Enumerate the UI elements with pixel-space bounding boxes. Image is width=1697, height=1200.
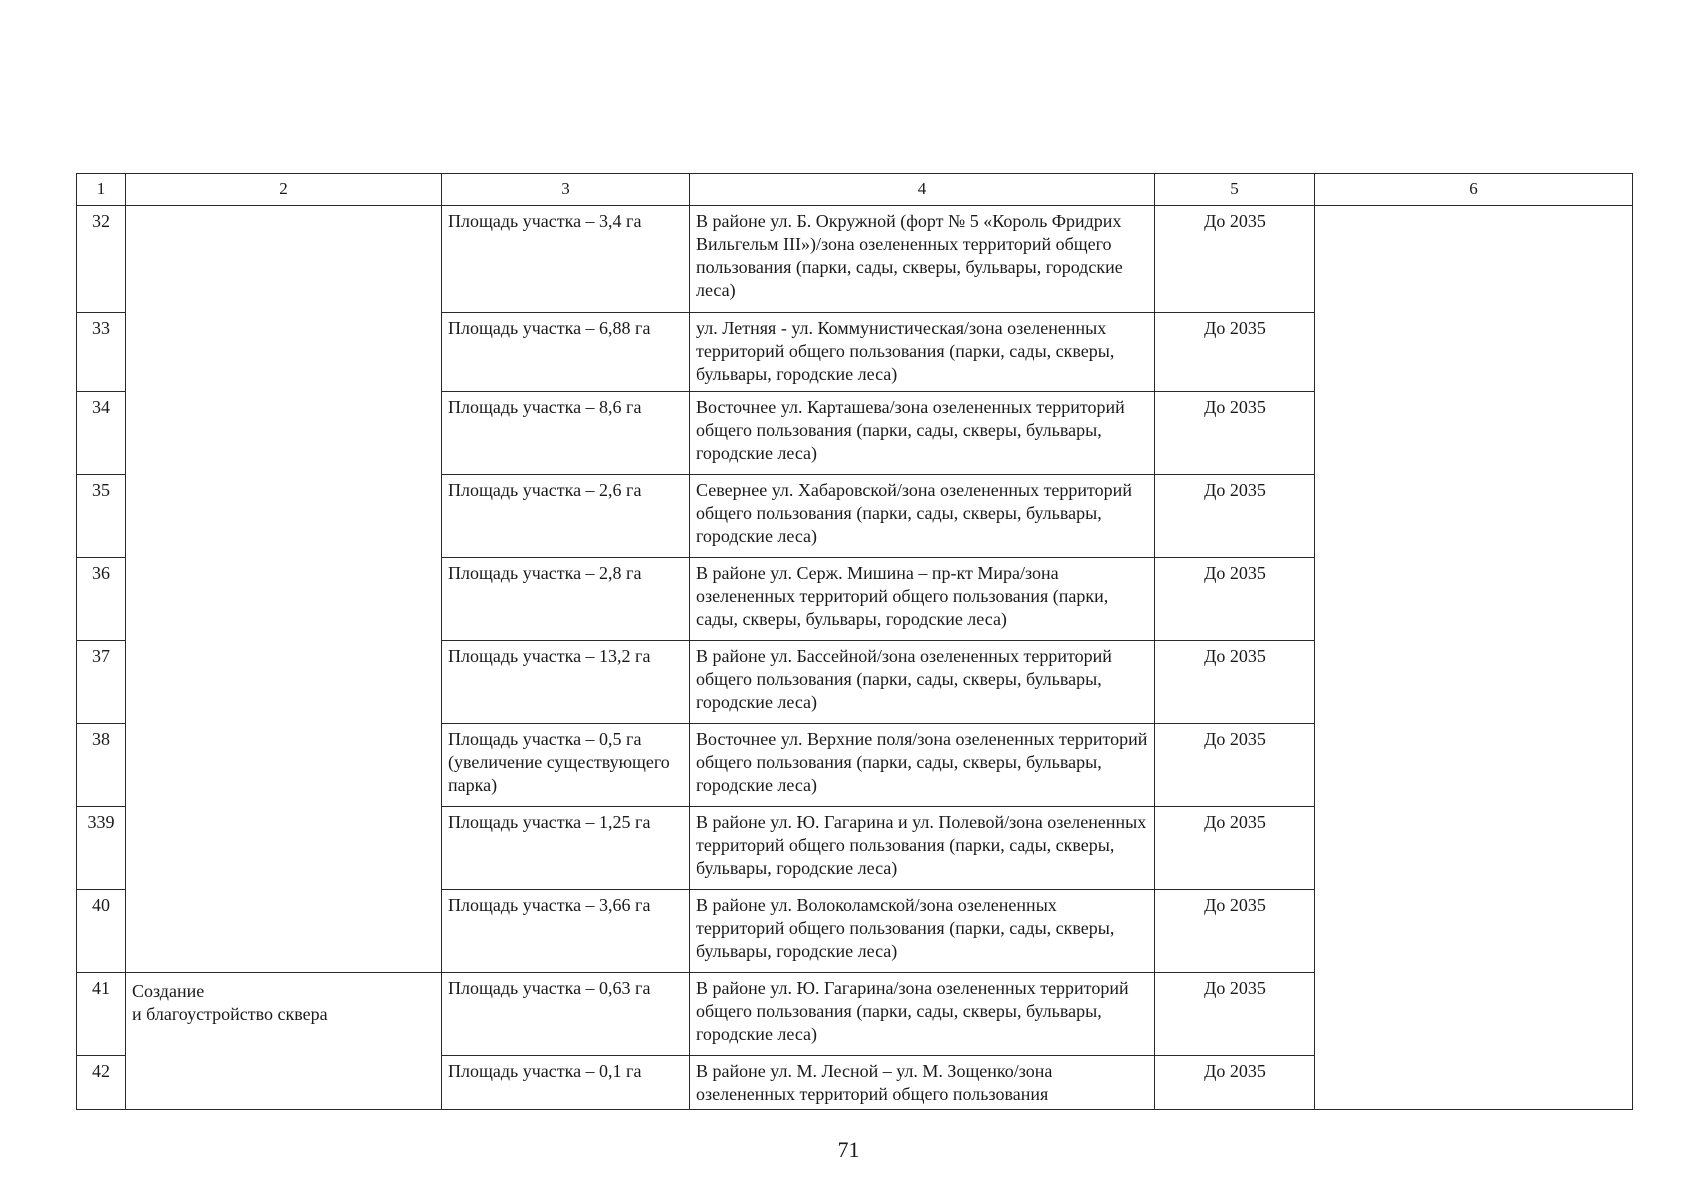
location-cell: В районе ул. Волоколамской/зона озелененных территорий общего пользования (парки, сады, скверы, бульвары, городские леса)	[690, 890, 1155, 973]
location-cell: В районе ул. Ю. Гагарина/зона озелененных территорий общего пользования (парки, сады, скверы, бульвары, городские леса)	[690, 973, 1155, 1056]
column-header-2: 2	[126, 174, 442, 206]
object-name-text: Создание и благоустройство сквера	[132, 981, 328, 1024]
row-number: 33	[77, 313, 126, 392]
row-number: 35	[77, 475, 126, 558]
page-number: 71	[837, 1137, 860, 1162]
row-number: 34	[77, 392, 126, 475]
deadline-cell: До 2035	[1155, 890, 1315, 973]
object-name-cell-empty	[126, 206, 442, 973]
row-number: 41	[77, 973, 126, 1056]
area-cell: Площадь участка – 0,5 га (увеличение существующего парка)	[442, 724, 690, 807]
location-cell: Восточнее ул. Карташева/зона озелененных территорий общего пользования (парки, сады, скверы, бульвары, городские леса)	[690, 392, 1155, 475]
deadline-cell: До 2035	[1155, 392, 1315, 475]
header-row	[77, 174, 1633, 206]
table-row	[77, 206, 1633, 313]
location-cell: Восточнее ул. Верхние поля/зона озелененных территорий общего пользования (парки, сады, скверы, бульвары, городские леса)	[690, 724, 1155, 807]
area-cell: Площадь участка – 0,63 га	[442, 973, 690, 1056]
area-cell: Площадь участка – 6,88 га	[442, 313, 690, 392]
deadline-cell: До 2035	[1155, 1056, 1315, 1110]
column-header-5: 5	[1155, 174, 1315, 206]
area-cell: Площадь участка – 2,6 га	[442, 475, 690, 558]
deadline-cell: До 2035	[1155, 558, 1315, 641]
row-number: 37	[77, 641, 126, 724]
row-number: 42	[77, 1056, 126, 1110]
deadline-cell: До 2035	[1155, 206, 1315, 313]
deadline-cell: До 2035	[1155, 973, 1315, 1056]
area-cell: Площадь участка – 0,1 га	[442, 1056, 690, 1110]
area-cell: Площадь участка – 2,8 га	[442, 558, 690, 641]
document-table	[76, 173, 1633, 1110]
row-number: 339	[77, 807, 126, 890]
location-cell: В районе ул. Бассейной/зона озелененных территорий общего пользования (парки, сады, скверы, бульвары, городские леса)	[690, 641, 1155, 724]
notes-cell-empty	[1315, 206, 1633, 1110]
deadline-cell: До 2035	[1155, 807, 1315, 890]
deadline-cell: До 2035	[1155, 313, 1315, 392]
location-cell: В районе ул. Серж. Мишина – пр-кт Мира/зона озелененных территорий общего пользования (парки, сады, скверы, бульвары, городские леса)	[690, 558, 1155, 641]
row-number: 38	[77, 724, 126, 807]
location-cell: В районе ул. М. Лесной – ул. М. Зощенко/зона озелененных территорий общего пользования	[690, 1056, 1155, 1110]
deadline-cell: До 2035	[1155, 724, 1315, 807]
location-cell: Севернее ул. Хабаровской/зона озелененных территорий общего пользования (парки, сады, скверы, бульвары, городские леса)	[690, 475, 1155, 558]
location-cell: В районе ул. Ю. Гагарина и ул. Полевой/зона озелененных территорий общего пользования (парки, сады, скверы, бульвары, городские леса)	[690, 807, 1155, 890]
area-cell: Площадь участка – 1,25 га	[442, 807, 690, 890]
column-header-4: 4	[690, 174, 1155, 206]
row-number: 32	[77, 206, 126, 313]
column-header-6: 6	[1315, 174, 1633, 206]
deadline-cell: До 2035	[1155, 475, 1315, 558]
area-cell: Площадь участка – 3,4 га	[442, 206, 690, 313]
column-header-1: 1	[77, 174, 126, 206]
column-header-3: 3	[442, 174, 690, 206]
location-cell: ул. Летняя - ул. Коммунистическая/зона озелененных территорий общего пользования (парки, сады, скверы, бульвары, городские леса)	[690, 313, 1155, 392]
row-number: 40	[77, 890, 126, 973]
location-cell: В районе ул. Б. Окружной (форт № 5 «Король Фридрих Вильгельм III»)/зона озелененных территорий общего пользования (парки, сады, скверы, бульвары, городские леса)	[690, 206, 1155, 313]
area-cell: Площадь участка – 8,6 га	[442, 392, 690, 475]
area-cell: Площадь участка – 13,2 га	[442, 641, 690, 724]
row-number: 36	[77, 558, 126, 641]
area-cell: Площадь участка – 3,66 га	[442, 890, 690, 973]
object-name-cell	[126, 973, 442, 1110]
deadline-cell: До 2035	[1155, 641, 1315, 724]
